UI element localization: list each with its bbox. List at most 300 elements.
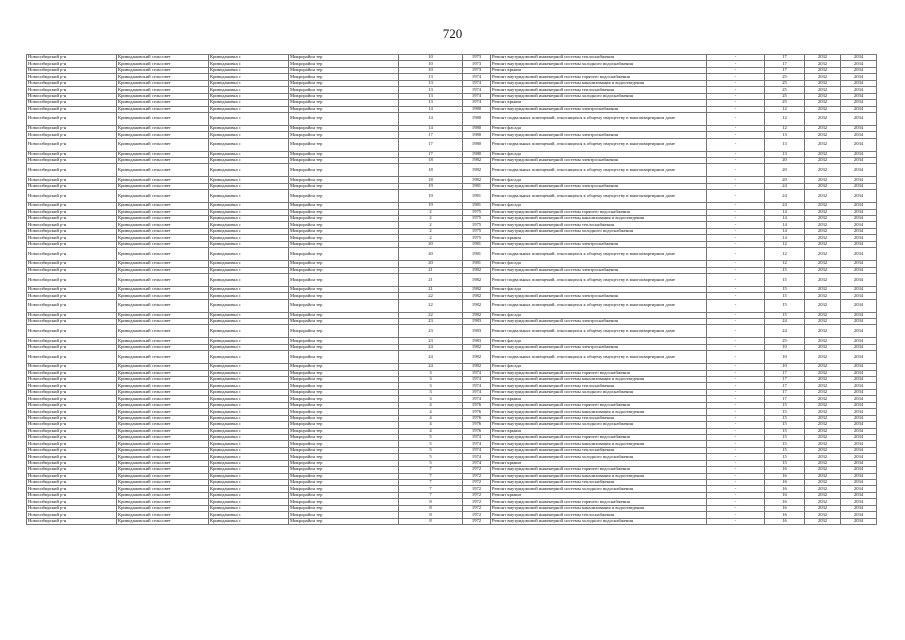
year-end-cell: 2034 (841, 228, 877, 234)
house-number-cell: 17 (399, 132, 463, 138)
settlement-cell: Криводановка с (209, 402, 289, 408)
street-cell: Микрорайон тер (289, 286, 399, 292)
count-cell: 15 (765, 402, 805, 408)
district-cell: Новосибирский р-н (27, 67, 117, 73)
dash-cell: - (707, 235, 765, 241)
settlement-cell: Криводановка с (209, 422, 289, 428)
council-cell: Криводановский сельсовет (117, 344, 209, 350)
house-number-cell: 3 (399, 396, 463, 402)
year-start-cell: 2032 (805, 473, 841, 479)
count-cell: 14 (765, 235, 805, 241)
year-end-cell: 2034 (841, 216, 877, 222)
street-cell: Микрорайон тер (289, 351, 399, 364)
year-end-cell: 2034 (841, 454, 877, 460)
house-number-cell: 5 (399, 434, 463, 440)
settlement-cell: Криводановка с (209, 434, 289, 440)
dash-cell: - (707, 312, 765, 318)
count-cell: 15 (765, 299, 805, 312)
build-year-cell: 1982 (463, 312, 491, 318)
district-cell: Новосибирский р-н (27, 454, 117, 460)
year-end-cell: 2034 (841, 447, 877, 453)
count-cell: 20 (765, 164, 805, 177)
work-type-cell: Ремонт внутридомовой инженерной системы канализования и водоотведения (491, 505, 707, 511)
district-cell: Новосибирский р-н (27, 138, 117, 151)
build-year-cell: 1974 (463, 389, 491, 395)
table-row (27, 325, 877, 338)
district-cell: Новосибирский р-н (27, 383, 117, 389)
district-cell: Новосибирский р-н (27, 480, 117, 486)
house-number-cell: 8 (399, 499, 463, 505)
district-cell: Новосибирский р-н (27, 151, 117, 157)
district-cell: Новосибирский р-н (27, 447, 117, 453)
settlement-cell: Криводановка с (209, 241, 289, 247)
year-start-cell: 2032 (805, 87, 841, 93)
dash-cell: - (707, 177, 765, 183)
year-end-cell: 2034 (841, 222, 877, 228)
council-cell: Криводановский сельсовет (117, 132, 209, 138)
district-cell: Новосибирский р-н (27, 389, 117, 395)
dash-cell: - (707, 216, 765, 222)
work-type-cell: Ремонт внутридомовой инженерной системы холодного водоснабжения (491, 389, 707, 395)
settlement-cell: Криводановка с (209, 480, 289, 486)
street-cell: Микрорайон тер (289, 261, 399, 267)
council-cell: Криводановский сельсовет (117, 93, 209, 99)
build-year-cell: 1974 (463, 396, 491, 402)
year-start-cell: 2032 (805, 248, 841, 261)
dash-cell: - (707, 492, 765, 498)
work-type-cell: Ремонт внутридомовой инженерной системы холодного водоснабжения (491, 518, 707, 524)
build-year-cell: 1982 (463, 344, 491, 350)
year-start-cell: 2032 (805, 480, 841, 486)
settlement-cell: Криводановка с (209, 325, 289, 338)
district-cell: Новосибирский р-н (27, 125, 117, 131)
year-end-cell: 2034 (841, 209, 877, 215)
council-cell: Криводановский сельсовет (117, 286, 209, 292)
build-year-cell: 1980 (463, 138, 491, 151)
work-type-cell: Ремонт внутридомовой инженерной системы горячего водоснабжения (491, 74, 707, 80)
district-cell: Новосибирский р-н (27, 190, 117, 203)
count-cell: 25 (765, 80, 805, 86)
dash-cell: - (707, 267, 765, 273)
year-start-cell: 2032 (805, 216, 841, 222)
settlement-cell: Криводановка с (209, 67, 289, 73)
year-end-cell: 2034 (841, 112, 877, 125)
build-year-cell: 1972 (463, 518, 491, 524)
settlement-cell: Криводановка с (209, 209, 289, 215)
year-end-cell: 2034 (841, 473, 877, 479)
district-cell: Новосибирский р-н (27, 216, 117, 222)
work-type-cell: Ремонт внутридомовой инженерной системы горячего водоснабжения (491, 370, 707, 376)
year-start-cell: 2032 (805, 370, 841, 376)
build-year-cell: 1972 (463, 473, 491, 479)
year-end-cell: 2034 (841, 428, 877, 434)
build-year-cell: 1982 (463, 351, 491, 364)
district-cell: Новосибирский р-н (27, 402, 117, 408)
work-type-cell: Ремонт внутридомовой инженерной системы теплоснабжения (491, 447, 707, 453)
count-cell: 12 (765, 261, 805, 267)
street-cell: Микрорайон тер (289, 409, 399, 415)
build-year-cell: 1975 (463, 222, 491, 228)
work-type-cell: Ремонт фасада (491, 203, 707, 209)
council-cell: Криводановский сельсовет (117, 402, 209, 408)
count-cell: 17 (765, 370, 805, 376)
house-number-cell: 10 (399, 55, 463, 61)
street-cell: Микрорайон тер (289, 222, 399, 228)
year-end-cell: 2034 (841, 486, 877, 492)
table-row (27, 299, 877, 312)
build-year-cell: 1981 (463, 261, 491, 267)
build-year-cell: 1974 (463, 441, 491, 447)
dash-cell: - (707, 351, 765, 364)
house-number-cell: 13 (399, 93, 463, 99)
year-start-cell: 2032 (805, 55, 841, 61)
work-type-cell: Ремонт фасада (491, 177, 707, 183)
house-number-cell: 24 (399, 364, 463, 370)
street-cell: Микрорайон тер (289, 158, 399, 164)
council-cell: Криводановский сельсовет (117, 106, 209, 112)
work-type-cell: Ремонт внутридомовой инженерной системы теплоснабжения (491, 222, 707, 228)
street-cell: Микрорайон тер (289, 312, 399, 318)
street-cell: Микрорайон тер (289, 473, 399, 479)
dash-cell: - (707, 460, 765, 466)
year-start-cell: 2032 (805, 447, 841, 453)
dash-cell: - (707, 428, 765, 434)
count-cell: 15 (765, 454, 805, 460)
work-type-cell: Ремонт внутридомовой инженерной системы теплоснабжения (491, 480, 707, 486)
council-cell: Криводановский сельсовет (117, 434, 209, 440)
table-row (27, 112, 877, 125)
table-row (27, 248, 877, 261)
count-cell: 16 (765, 499, 805, 505)
house-number-cell: 7 (399, 467, 463, 473)
build-year-cell: 1982 (463, 286, 491, 292)
council-cell: Криводановский сельсовет (117, 338, 209, 344)
settlement-cell: Криводановка с (209, 151, 289, 157)
count-cell: 14 (765, 209, 805, 215)
year-start-cell: 2032 (805, 164, 841, 177)
build-year-cell: 1982 (463, 164, 491, 177)
count-cell: 15 (765, 267, 805, 273)
work-type-cell: Ремонт подвальных помещений, относящихся к общему имуществу в многоквартирном доме (491, 299, 707, 312)
street-cell: Микрорайон тер (289, 518, 399, 524)
street-cell: Микрорайон тер (289, 389, 399, 395)
dash-cell: - (707, 499, 765, 505)
count-cell: 15 (765, 434, 805, 440)
build-year-cell: 1972 (463, 505, 491, 511)
count-cell: 12 (765, 112, 805, 125)
build-year-cell: 1974 (463, 93, 491, 99)
work-type-cell: Ремонт фасада (491, 312, 707, 318)
count-cell: 24 (765, 203, 805, 209)
year-end-cell: 2034 (841, 299, 877, 312)
council-cell: Криводановский сельсовет (117, 235, 209, 241)
work-type-cell: Ремонт внутридомовой инженерной системы холодного водоснабжения (491, 454, 707, 460)
settlement-cell: Криводановка с (209, 312, 289, 318)
year-end-cell: 2034 (841, 164, 877, 177)
work-type-cell: Ремонт подвальных помещений, относящихся к общему имуществу в многоквартирном доме (491, 164, 707, 177)
street-cell: Микрорайон тер (289, 177, 399, 183)
street-cell: Микрорайон тер (289, 267, 399, 273)
build-year-cell: 1983 (463, 325, 491, 338)
table-body (27, 55, 877, 525)
settlement-cell: Криводановка с (209, 518, 289, 524)
settlement-cell: Криводановка с (209, 216, 289, 222)
house-number-cell: 23 (399, 338, 463, 344)
council-cell: Криводановский сельсовет (117, 74, 209, 80)
year-end-cell: 2034 (841, 286, 877, 292)
year-start-cell: 2032 (805, 344, 841, 350)
count-cell: 24 (765, 183, 805, 189)
work-type-cell: Ремонт крыши (491, 428, 707, 434)
work-type-cell: Ремонт внутридомовой инженерной системы теплоснабжения (491, 383, 707, 389)
dash-cell: - (707, 344, 765, 350)
dash-cell: - (707, 486, 765, 492)
district-cell: Новосибирский р-н (27, 74, 117, 80)
year-start-cell: 2032 (805, 209, 841, 215)
year-start-cell: 2032 (805, 486, 841, 492)
work-type-cell: Ремонт подвальных помещений, относящихся к общему имуществу в многоквартирном доме (491, 190, 707, 203)
district-cell: Новосибирский р-н (27, 293, 117, 299)
dash-cell: - (707, 190, 765, 203)
settlement-cell: Криводановка с (209, 248, 289, 261)
dash-cell: - (707, 80, 765, 86)
council-cell: Криводановский сельсовет (117, 228, 209, 234)
year-start-cell: 2032 (805, 396, 841, 402)
count-cell: 10 (765, 351, 805, 364)
year-end-cell: 2034 (841, 93, 877, 99)
district-cell: Новосибирский р-н (27, 158, 117, 164)
dash-cell: - (707, 151, 765, 157)
dash-cell: - (707, 409, 765, 415)
dash-cell: - (707, 383, 765, 389)
count-cell: 16 (765, 467, 805, 473)
work-type-cell: Ремонт крыши (491, 460, 707, 466)
table-row (27, 518, 877, 524)
year-end-cell: 2034 (841, 402, 877, 408)
council-cell: Криводановский сельсовет (117, 299, 209, 312)
count-cell: 25 (765, 338, 805, 344)
build-year-cell: 1972 (463, 512, 491, 518)
street-cell: Микрорайон тер (289, 183, 399, 189)
count-cell: 17 (765, 61, 805, 67)
district-cell: Новосибирский р-н (27, 415, 117, 421)
dash-cell: - (707, 293, 765, 299)
district-cell: Новосибирский р-н (27, 338, 117, 344)
council-cell: Криводановский сельсовет (117, 209, 209, 215)
year-end-cell: 2034 (841, 499, 877, 505)
page-number: 720 (442, 26, 463, 41)
district-cell: Новосибирский р-н (27, 467, 117, 473)
year-end-cell: 2034 (841, 505, 877, 511)
build-year-cell: 1974 (463, 383, 491, 389)
house-number-cell: 19 (399, 183, 463, 189)
year-start-cell: 2032 (805, 177, 841, 183)
work-type-cell: Ремонт внутридомовой инженерной системы канализования и водоотведения (491, 377, 707, 383)
year-start-cell: 2032 (805, 222, 841, 228)
work-type-cell: Ремонт крыши (491, 396, 707, 402)
street-cell: Микрорайон тер (289, 364, 399, 370)
house-number-cell: 19 (399, 190, 463, 203)
house-number-cell: 10 (399, 67, 463, 73)
work-type-cell: Ремонт фасада (491, 261, 707, 267)
house-number-cell: 21 (399, 286, 463, 292)
work-type-cell: Ремонт внутридомовой инженерной системы горячего водоснабжения (491, 209, 707, 215)
district-cell: Новосибирский р-н (27, 261, 117, 267)
year-end-cell: 2034 (841, 467, 877, 473)
year-start-cell: 2032 (805, 61, 841, 67)
build-year-cell: 1974 (463, 370, 491, 376)
council-cell: Криводановский сельсовет (117, 312, 209, 318)
district-cell: Новосибирский р-н (27, 428, 117, 434)
year-start-cell: 2032 (805, 241, 841, 247)
settlement-cell: Криводановка с (209, 273, 289, 286)
house-number-cell: 4 (399, 402, 463, 408)
work-type-cell: Ремонт фасада (491, 338, 707, 344)
street-cell: Микрорайон тер (289, 228, 399, 234)
dash-cell: - (707, 132, 765, 138)
district-cell: Новосибирский р-н (27, 473, 117, 479)
settlement-cell: Криводановка с (209, 138, 289, 151)
build-year-cell: 1981 (463, 183, 491, 189)
year-start-cell: 2032 (805, 183, 841, 189)
build-year-cell: 1980 (463, 132, 491, 138)
settlement-cell: Криводановка с (209, 80, 289, 86)
house-number-cell: 24 (399, 344, 463, 350)
settlement-cell: Криводановка с (209, 409, 289, 415)
settlement-cell: Криводановка с (209, 286, 289, 292)
district-cell: Новосибирский р-н (27, 209, 117, 215)
year-start-cell: 2032 (805, 312, 841, 318)
work-type-cell: Ремонт внутридомовой инженерной системы канализования и водоотведения (491, 80, 707, 86)
dash-cell: - (707, 67, 765, 73)
street-cell: Микрорайон тер (289, 486, 399, 492)
house-number-cell: 4 (399, 409, 463, 415)
settlement-cell: Криводановка с (209, 441, 289, 447)
year-start-cell: 2032 (805, 422, 841, 428)
work-type-cell: Ремонт внутридомовой инженерной системы электроснабжения (491, 293, 707, 299)
house-number-cell: 7 (399, 473, 463, 479)
council-cell: Криводановский сельсовет (117, 480, 209, 486)
dash-cell: - (707, 512, 765, 518)
build-year-cell: 1980 (463, 125, 491, 131)
street-cell: Микрорайон тер (289, 299, 399, 312)
build-year-cell: 1973 (463, 67, 491, 73)
dash-cell: - (707, 203, 765, 209)
house-number-cell: 20 (399, 248, 463, 261)
street-cell: Микрорайон тер (289, 106, 399, 112)
dash-cell: - (707, 158, 765, 164)
count-cell: 15 (765, 447, 805, 453)
house-number-cell: 18 (399, 164, 463, 177)
street-cell: Микрорайон тер (289, 74, 399, 80)
district-cell: Новосибирский р-н (27, 132, 117, 138)
council-cell: Криводановский сельсовет (117, 383, 209, 389)
settlement-cell: Криводановка с (209, 364, 289, 370)
house-number-cell: 23 (399, 319, 463, 325)
house-number-cell: 7 (399, 480, 463, 486)
year-end-cell: 2034 (841, 325, 877, 338)
house-number-cell: 2 (399, 222, 463, 228)
house-number-cell: 19 (399, 203, 463, 209)
count-cell: 16 (765, 518, 805, 524)
dash-cell: - (707, 338, 765, 344)
year-start-cell: 2032 (805, 235, 841, 241)
work-type-cell: Ремонт внутридомовой инженерной системы электроснабжения (491, 344, 707, 350)
build-year-cell: 1982 (463, 177, 491, 183)
year-start-cell: 2032 (805, 467, 841, 473)
work-type-cell: Ремонт фасада (491, 364, 707, 370)
work-type-cell: Ремонт внутридомовой инженерной системы холодного водоснабжения (491, 422, 707, 428)
work-type-cell: Ремонт внутридомовой инженерной системы теплоснабжения (491, 87, 707, 93)
street-cell: Микрорайон тер (289, 505, 399, 511)
build-year-cell: 1974 (463, 74, 491, 80)
year-start-cell: 2032 (805, 434, 841, 440)
street-cell: Микрорайон тер (289, 383, 399, 389)
build-year-cell: 1976 (463, 428, 491, 434)
settlement-cell: Криводановка с (209, 106, 289, 112)
street-cell: Микрорайон тер (289, 319, 399, 325)
year-end-cell: 2034 (841, 383, 877, 389)
district-cell: Новосибирский р-н (27, 241, 117, 247)
house-number-cell: 3 (399, 377, 463, 383)
count-cell: 16 (765, 480, 805, 486)
count-cell: 16 (765, 473, 805, 479)
house-number-cell: 13 (399, 87, 463, 93)
council-cell: Криводановский сельсовет (117, 473, 209, 479)
settlement-cell: Криводановка с (209, 61, 289, 67)
work-type-cell: Ремонт фасада (491, 125, 707, 131)
house-number-cell: 18 (399, 177, 463, 183)
year-end-cell: 2034 (841, 132, 877, 138)
district-cell: Новосибирский р-н (27, 441, 117, 447)
year-start-cell: 2032 (805, 377, 841, 383)
council-cell: Криводановский сельсовет (117, 319, 209, 325)
house-number-cell: 7 (399, 486, 463, 492)
house-number-cell: 8 (399, 518, 463, 524)
council-cell: Криводановский сельсовет (117, 61, 209, 67)
house-number-cell: 3 (399, 383, 463, 389)
dash-cell: - (707, 112, 765, 125)
street-cell: Микрорайон тер (289, 61, 399, 67)
dash-cell: - (707, 125, 765, 131)
build-year-cell: 1982 (463, 158, 491, 164)
year-end-cell: 2034 (841, 512, 877, 518)
count-cell: 13 (765, 138, 805, 151)
work-type-cell: Ремонт внутридомовой инженерной системы канализования и водоотведения (491, 473, 707, 479)
settlement-cell: Криводановка с (209, 415, 289, 421)
street-cell: Микрорайон тер (289, 428, 399, 434)
council-cell: Криводановский сельсовет (117, 190, 209, 203)
count-cell: 13 (765, 151, 805, 157)
council-cell: Криводановский сельсовет (117, 447, 209, 453)
year-end-cell: 2034 (841, 55, 877, 61)
settlement-cell: Криводановка с (209, 447, 289, 453)
year-end-cell: 2034 (841, 351, 877, 364)
build-year-cell: 1974 (463, 434, 491, 440)
count-cell: 24 (765, 190, 805, 203)
dash-cell: - (707, 100, 765, 106)
dash-cell: - (707, 299, 765, 312)
council-cell: Криводановский сельсовет (117, 203, 209, 209)
street-cell: Микрорайон тер (289, 492, 399, 498)
house-number-cell: 5 (399, 454, 463, 460)
house-number-cell: 13 (399, 74, 463, 80)
year-start-cell: 2032 (805, 319, 841, 325)
street-cell: Микрорайон тер (289, 454, 399, 460)
count-cell: 12 (765, 241, 805, 247)
work-type-cell: Ремонт внутридомовой инженерной системы горячего водоснабжения (491, 434, 707, 440)
count-cell: 16 (765, 486, 805, 492)
